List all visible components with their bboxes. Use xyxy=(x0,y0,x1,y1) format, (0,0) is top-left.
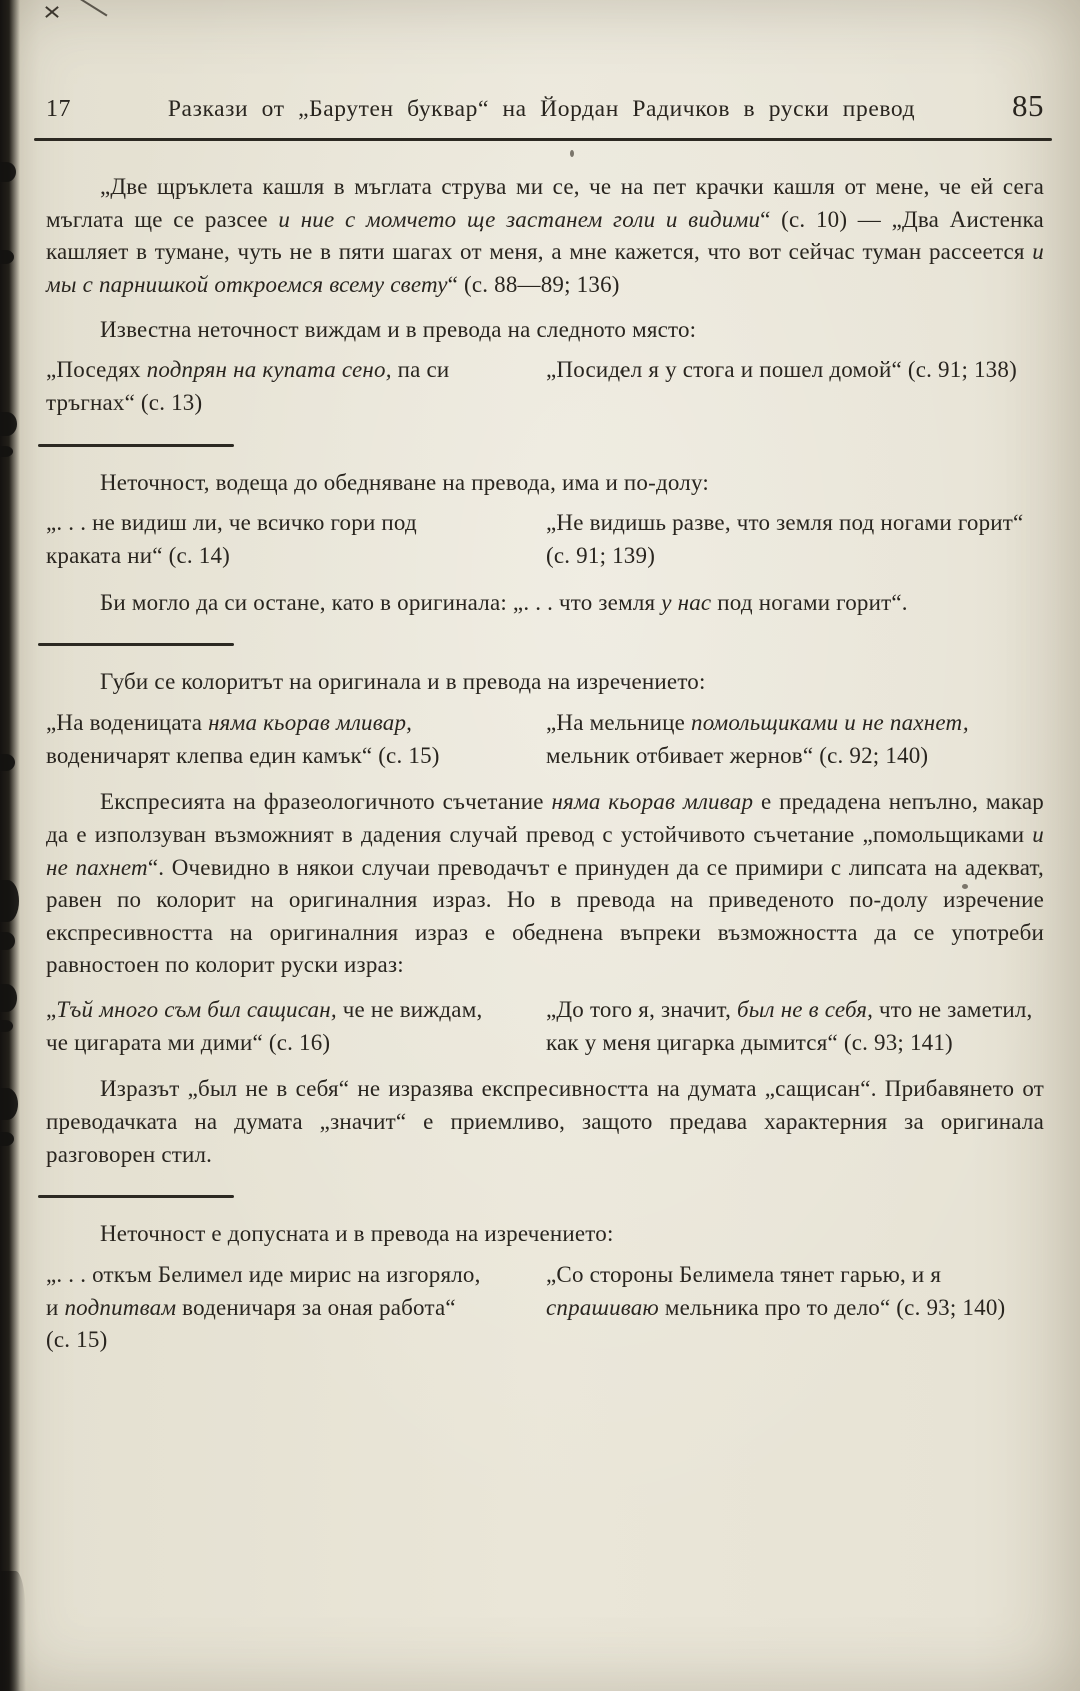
section-divider xyxy=(38,444,234,447)
column-gap xyxy=(484,707,546,772)
scan-artifact-corner xyxy=(0,1571,26,1691)
column-number: 17 xyxy=(46,96,71,122)
column-gap xyxy=(484,354,546,419)
russian-quote: „На мельнице помольщиками и не пахнет, мельник отбивает жернов“ (с. 92; 140) xyxy=(546,709,969,768)
russian-quote: „До того я, значит, был не в себя, что не заметил, как у меня цигарка дымится“ (с. 93; 141) xyxy=(546,997,1033,1055)
intro-paragraph: Известна неточност виждам и в превода на следното място: xyxy=(100,316,697,342)
scan-artifact-x-mark xyxy=(44,4,60,20)
header-rule xyxy=(34,138,1052,141)
opening-paragraph: „Две щръклета кашля в мъглата струва ми се, че на пет крачки кашля от мене, че ей сега мъглата ще се разсее и ние с момчето ще застанем голи и видими“ (с. 10) — „Два Аистенка кашляет в тумане, чуть не в пяти шагах от меня, а мне кажется, что вот сейчас туман рассеется и мы с парнишкой откроемся всему свету“ (с. 88—89; 136) xyxy=(46,174,1044,297)
bulgarian-quote: „На воденицата няма кьорав мливар, воденичарят клепва един камък“ (с. 15) xyxy=(46,709,440,768)
page-number: 85 xyxy=(1012,88,1044,123)
section-divider xyxy=(38,1195,234,1198)
section-divider xyxy=(38,643,234,646)
bulgarian-quote: „. . . откъм Белимел иде мирис на изгоряло, и подпитвам воденичаря за оная работа“ (с. 15) xyxy=(46,1262,481,1353)
scan-artifact-scratch xyxy=(73,0,108,16)
commentary-paragraph: Би могло да си остане, като в оригинала: „. . . что земля у нас под ногами горит“. xyxy=(100,589,908,615)
quote-comparison xyxy=(46,354,1044,419)
column-gap xyxy=(484,507,546,572)
bulgarian-quote: „Поседях подпрян на купата сено, па си тръгнах“ (с. 13) xyxy=(46,357,450,415)
quote-comparison xyxy=(46,507,1044,572)
column-gap xyxy=(484,994,546,1059)
quote-comparison xyxy=(46,1259,1044,1357)
bulgarian-quote: „. . . не видиш ли, че всичко гори под краката ни“ (с. 14) xyxy=(46,510,417,568)
russian-quote: „Со стороны Белимела тянет гарью, и я спрашиваю мельника про то дело“ (с. 93; 140) xyxy=(546,1262,1006,1320)
running-title: Разкази от „Барутен буквар“ на Йордан Радичков в руски превод xyxy=(167,96,916,122)
column-gap xyxy=(484,1259,546,1357)
intro-paragraph: Неточност е допусната и в превода на изречението: xyxy=(100,1221,614,1247)
russian-quote: „Посидел я у стога и пошел домой“ (с. 91; 138) xyxy=(546,357,1017,383)
russian-quote: „Не видишь разве, что земля под ногами горит“ (с. 91; 139) xyxy=(546,510,1024,568)
intro-paragraph: Губи се колоритът на оригинала и в превода на изречението: xyxy=(100,669,706,695)
intro-paragraph: Неточност, водеща до обедняване на превода, има и по-долу: xyxy=(100,469,709,495)
quote-comparison xyxy=(46,707,1044,772)
quote-comparison xyxy=(46,994,1044,1059)
commentary-paragraph: Експресията на фразеологичното съчетание няма кьорав мливар е предадена непълно, макар да е използуван възможният в дадения случай превод с устойчивото съчетание „помольщиками и не пахнет“. Очевидно в някои случаи преводачът е принуден да се примири с липсата на адекват, равен по колорит на оригиналния израз. Но в превода на приведеното по-долу изречение експресивността на оригиналния израз е обеднена въпреки възможността да се употреби равностоен по колорит руски израз: xyxy=(46,789,1045,978)
bulgarian-quote: „Тъй много съм бил сащисан, че не виждам, че цигарата ми дими“ (с. 16) xyxy=(46,997,483,1055)
commentary-paragraph: Изразът „был не в себя“ не изразява експресивността на думата „сащисан“. Прибавянето от преводачката на думата „значит“ е приемливо, защото предава характерния за оригинала разговорен стил. xyxy=(46,1076,1044,1167)
page-body xyxy=(46,171,1044,1357)
page-header xyxy=(46,88,1044,124)
